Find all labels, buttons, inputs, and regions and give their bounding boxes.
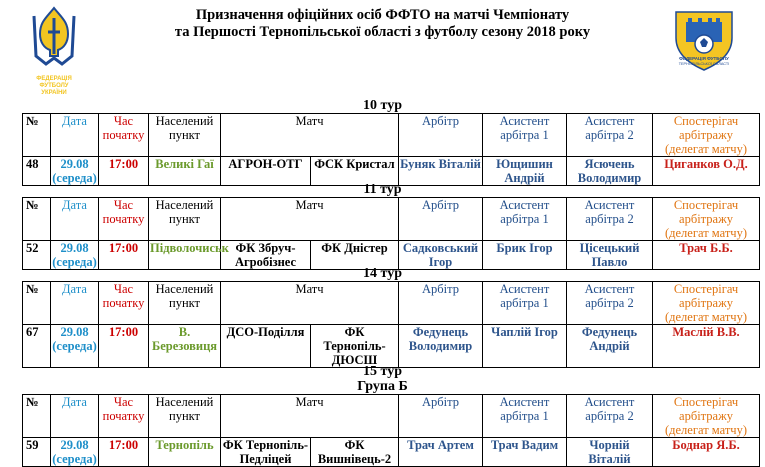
header-referee (399, 114, 483, 157)
header-ar1-line: Асистент (499, 282, 550, 296)
table-header-row (23, 395, 760, 438)
round-title: 15 тур (363, 364, 402, 379)
header-num: № (23, 198, 51, 241)
match-number: 59 (23, 438, 51, 467)
header-obs-line: арбітражу (679, 296, 733, 310)
match-weekday: (середа) (52, 255, 97, 269)
header-ar2-line: Асистент (584, 114, 635, 128)
header-ar2-line: арбітра 2 (585, 128, 634, 142)
header-ar1-line: арбітра 1 (500, 409, 549, 423)
svg-text:ТЕРНОПІЛЬСЬКОЇ ОБЛАСТІ: ТЕРНОПІЛЬСЬКОЇ ОБЛАСТІ (678, 62, 730, 66)
header-ar2-line: Асистент (584, 282, 635, 296)
header-obs-line: арбітражу (679, 128, 733, 142)
header-place (149, 114, 221, 157)
ffto-logo (668, 8, 740, 72)
match-number: 52 (23, 241, 51, 270)
header-time (99, 198, 149, 241)
match-place-value: В. Березовиця (151, 325, 218, 353)
match-place (149, 325, 221, 368)
header-ar1 (483, 395, 567, 438)
match-place-value: Підволочиськ (150, 241, 229, 255)
header-date (51, 395, 99, 438)
header-place-line: пункт (169, 409, 200, 423)
header-observer (653, 282, 760, 325)
header-date (51, 114, 99, 157)
title-line-2: та Першості Тернопільської області з футболу сезону 2018 року (174, 24, 591, 40)
observer (653, 325, 760, 368)
home-team-name: ФК Тернопіль-Педліцей (222, 438, 309, 466)
assistant-2 (567, 438, 653, 467)
header-time (99, 114, 149, 157)
header-date-label: Дата (62, 395, 87, 409)
assistant-1 (483, 325, 567, 368)
assistant-2-name: Чорній Віталій (588, 438, 631, 466)
referee-name: Трач Артем (407, 438, 474, 452)
header-num: № (23, 114, 51, 157)
assistant-2 (567, 325, 653, 368)
match-weekday: (середа) (52, 452, 97, 466)
header-ar2-line: арбітра 2 (585, 212, 634, 226)
observer-name: Трач Б.Б. (679, 241, 733, 255)
header-date (51, 282, 99, 325)
table-row (23, 438, 760, 467)
table-header-row (23, 198, 760, 241)
svg-text:ФЕДЕРАЦІЯ: ФЕДЕРАЦІЯ (36, 76, 72, 82)
referee-name: Федунець Володимир (408, 325, 473, 353)
header-date-label: Дата (62, 198, 87, 212)
match-time-value: 17:00 (108, 325, 139, 339)
header-time-line: Час (113, 395, 134, 409)
away-team-name: ФК Тернопіль-ДЮСШ (323, 325, 386, 367)
header-obs-line: Спостерігач (673, 114, 739, 128)
referee (399, 438, 483, 467)
header-place (149, 282, 221, 325)
away-team-name: ФСК Кристал (314, 157, 395, 171)
header-ar1-line: арбітра 1 (500, 128, 549, 142)
assistant-1-name: Чаплій Ігор (491, 325, 558, 339)
header-referee (399, 395, 483, 438)
header-obs-line: Спостерігач (673, 282, 739, 296)
match-place-value: Тернопіль (155, 438, 214, 452)
header-match-label: Матч (295, 282, 324, 296)
header-ar1 (483, 198, 567, 241)
match-number: 67 (23, 325, 51, 368)
assistant-2-name: Ясючень Володимир (577, 157, 642, 185)
header-time-line: початку (102, 212, 145, 226)
observer-name: Маслій В.В. (672, 325, 740, 339)
header-referee (399, 282, 483, 325)
header-obs-line: (делегат матчу) (664, 310, 747, 324)
header-obs-line: Спостерігач (673, 198, 739, 212)
assistant-2-name: Федунець Андрій (581, 325, 638, 353)
referee-name: Садковський Ігор (402, 241, 479, 269)
header-time-line: Час (113, 282, 134, 296)
header-ar2 (567, 114, 653, 157)
page-title (100, 7, 665, 41)
away-team-name: ФК Вишнівець-2 (317, 438, 392, 466)
header-referee (399, 198, 483, 241)
header-time (99, 395, 149, 438)
header-place-line: Населений (155, 395, 214, 409)
home-team-name: ФК Збруч-Агробізнес (234, 241, 297, 269)
assistant-1-name: Трач Вадим (490, 438, 559, 452)
match-date-value: 29.08 (60, 325, 89, 339)
home-team (221, 325, 311, 368)
header-place-line: пункт (169, 128, 200, 142)
round-title: 14 тур (363, 266, 402, 281)
observer-name: Циганков О.Д. (664, 157, 748, 171)
match-time (99, 438, 149, 467)
match-weekday: (середа) (52, 171, 97, 185)
match-weekday: (середа) (52, 339, 97, 353)
header-date-label: Дата (62, 282, 87, 296)
header-num: № (23, 282, 51, 325)
referee (399, 325, 483, 368)
header-referee-label: Арбітр (422, 282, 459, 296)
match-date-value: 29.08 (60, 241, 89, 255)
header-ar1-line: Асистент (499, 198, 550, 212)
match-table (22, 281, 760, 368)
header-ar2-line: Асистент (584, 198, 635, 212)
observer (653, 438, 760, 467)
match-time-value: 17:00 (108, 157, 139, 171)
header-ar1-line: Асистент (499, 114, 550, 128)
header-time (99, 282, 149, 325)
home-team (221, 438, 311, 467)
header-match (221, 198, 399, 241)
match-number: 48 (23, 157, 51, 186)
header-place-line: Населений (155, 114, 214, 128)
assistant-2-name: Цісецький Павло (579, 241, 640, 269)
svg-text:ФЕДЕРАЦІЯ ФУТБОЛУ: ФЕДЕРАЦІЯ ФУТБОЛУ (679, 56, 729, 61)
away-team (311, 325, 399, 368)
ffu-logo (24, 4, 84, 98)
header-date (51, 198, 99, 241)
header-time-line: Час (113, 114, 134, 128)
header-place (149, 198, 221, 241)
home-team-name: АГРОН-ОТГ (228, 157, 303, 171)
observer-name: Боднар Я.Б. (672, 438, 740, 452)
header-ar1-line: арбітра 1 (500, 212, 549, 226)
match-place-value: Великі Гаї (155, 157, 214, 171)
round-title: 10 тур (363, 98, 402, 113)
table-header-row (23, 282, 760, 325)
header-num: № (23, 395, 51, 438)
match-date-value: 29.08 (60, 438, 89, 452)
header-time-line: початку (102, 128, 145, 142)
group-title: Група Б (357, 379, 408, 394)
header-place (149, 395, 221, 438)
header-referee-label: Арбітр (422, 395, 459, 409)
header-ar1 (483, 114, 567, 157)
header-ar2 (567, 282, 653, 325)
table-row (23, 325, 760, 368)
header-observer (653, 114, 760, 157)
match-table (22, 394, 760, 467)
header-ar2 (567, 198, 653, 241)
header-ar1 (483, 282, 567, 325)
match-date (51, 325, 99, 368)
referee-name: Буняк Віталій (400, 157, 481, 171)
header-referee-label: Арбітр (422, 114, 459, 128)
header-match (221, 114, 399, 157)
header-referee-label: Арбітр (422, 198, 459, 212)
away-team-name: ФК Дністер (321, 241, 388, 255)
header-obs-line: (делегат матчу) (664, 226, 747, 240)
header-place-line: Населений (155, 198, 214, 212)
header-obs-line: арбітражу (679, 212, 733, 226)
header-obs-line: (делегат матчу) (664, 423, 747, 437)
header-ar2-line: Асистент (584, 395, 635, 409)
assistant-1 (483, 438, 567, 467)
header-place-line: пункт (169, 296, 200, 310)
match-time-value: 17:00 (108, 438, 139, 452)
header-match (221, 395, 399, 438)
header-ar2-line: арбітра 2 (585, 296, 634, 310)
header-obs-line: Спостерігач (673, 395, 739, 409)
header-ar2-line: арбітра 2 (585, 409, 634, 423)
header-observer (653, 198, 760, 241)
away-team (311, 438, 399, 467)
title-line-1: Призначення офіційних осіб ФФТО на матчі Чемпіонату (195, 7, 570, 23)
header-observer (653, 395, 760, 438)
header-match (221, 282, 399, 325)
header-ar1-line: Асистент (499, 395, 550, 409)
header-place-line: пункт (169, 212, 200, 226)
match-date-value: 29.08 (60, 157, 89, 171)
header-time-line: Час (113, 198, 134, 212)
svg-text:УКРАЇНИ: УКРАЇНИ (41, 90, 67, 96)
table-header-row (23, 114, 760, 157)
match-date (51, 438, 99, 467)
header-obs-line: арбітражу (679, 409, 733, 423)
header-date-label: Дата (62, 114, 87, 128)
round-title: 11 тур (363, 182, 402, 197)
header-time-line: початку (102, 296, 145, 310)
header-place-line: Населений (155, 282, 214, 296)
home-team-name: ДСО-Поділля (226, 325, 305, 339)
header-match-label: Матч (295, 114, 324, 128)
header-match-label: Матч (295, 198, 324, 212)
header-time-line: початку (102, 409, 145, 423)
match-place (149, 438, 221, 467)
header-obs-line: (делегат матчу) (664, 142, 747, 156)
match-time-value: 17:00 (108, 241, 139, 255)
match-table (22, 197, 760, 270)
svg-text:ФУТБОЛУ: ФУТБОЛУ (39, 83, 69, 89)
assistant-1-name: Брик Ігор (496, 241, 553, 255)
assistant-1-name: Ющишин Андрій (496, 157, 553, 185)
header-ar1-line: арбітра 1 (500, 296, 549, 310)
match-table (22, 113, 760, 186)
header-ar2 (567, 395, 653, 438)
match-time (99, 325, 149, 368)
header-match-label: Матч (295, 395, 324, 409)
